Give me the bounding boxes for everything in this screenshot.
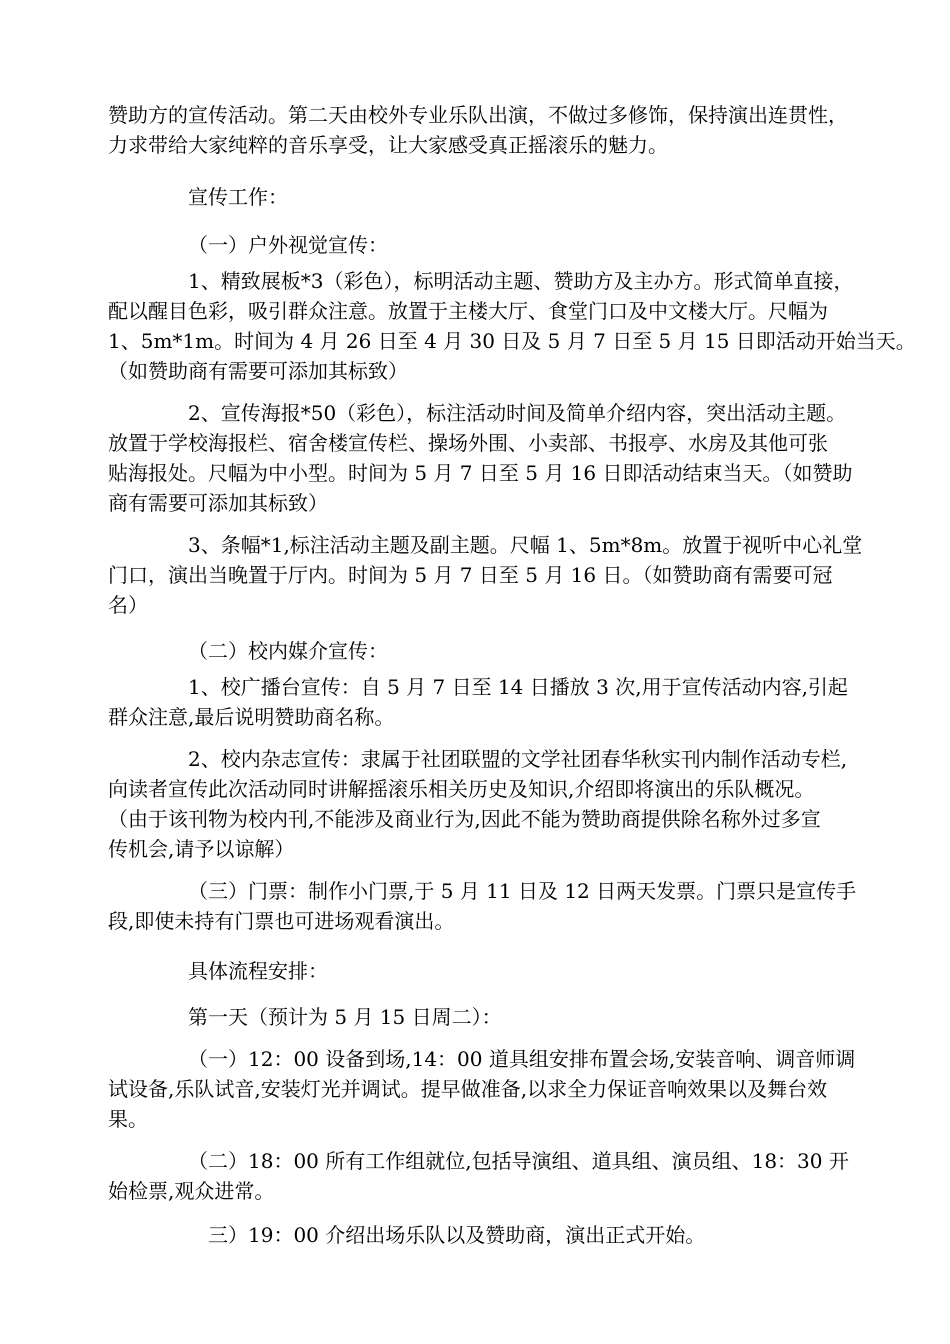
- text-line: 1、精致展板*3（彩色），标明活动主题、赞助方及主办方。形式简单直接，: [188, 269, 854, 293]
- text-line: 传机会,请予以谅解）: [108, 837, 295, 861]
- text-line: 段,即使未持有门票也可进场观看演出。: [108, 909, 455, 933]
- section-heading: 宣传工作：: [188, 185, 288, 209]
- text-line: （如赞助商有需要可添加其标致）: [108, 359, 408, 383]
- text-line: 2、宣传海报*50（彩色），标注活动时间及简单介绍内容，突出活动主题。: [188, 401, 847, 425]
- text-line: （由于该刊物为校内刊,不能涉及商业行为,因此不能为赞助商提供除名称外过多宣: [108, 807, 821, 831]
- text-line: 三）19：00 介绍出场乐队以及赞助商，演出正式开始。: [208, 1223, 706, 1247]
- text-line: 群众注意,最后说明赞助商名称。: [108, 705, 395, 729]
- text-line: 1、5m*1m。时间为 4 月 26 日至 4 月 30 日及 5 月 7 日至 5 月 15 日即活动开始当天。: [108, 329, 916, 353]
- text-line: 赞助方的宣传活动。第二天由校外专业乐队出演，不做过多修饰，保持演出连贯性，: [108, 103, 848, 127]
- text-line: 始检票,观众进常。: [108, 1179, 275, 1203]
- text-line: 力求带给大家纯粹的音乐享受，让大家感受真正摇滚乐的魅力。: [108, 133, 668, 157]
- text-line: 贴海报处。尺幅为中小型。时间为 5 月 7 日至 5 月 16 日即活动结束当天。（如赞助: [108, 461, 853, 485]
- text-line: 放置于学校海报栏、宿舍楼宣传栏、操场外围、小卖部、书报亭、水房及其他可张: [108, 431, 828, 455]
- day-heading: 第一天（预计为 5 月 15 日周二）：: [188, 1005, 502, 1029]
- text-line: 配以醒目色彩，吸引群众注意。放置于主楼大厅、食堂门口及中文楼大厅。尺幅为: [108, 299, 828, 323]
- text-line: 门口，演出当晚置于厅内。时间为 5 月 7 日至 5 月 16 日。（如赞助商有需要可冠: [108, 563, 833, 587]
- text-line: 向读者宣传此次活动同时讲解摇滚乐相关历史及知识,介绍即将演出的乐队概况。: [108, 777, 815, 801]
- text-line: 试设备,乐队试音,安装灯光并调试。提早做准备,以求全力保证音响效果以及舞台效: [108, 1077, 828, 1101]
- section-heading: 具体流程安排：: [188, 959, 328, 983]
- text-line: 名）: [108, 593, 148, 617]
- text-line: （二）18：00 所有工作组就位,包括导演组、道具组、演员组、18：30 开: [188, 1149, 849, 1173]
- text-line: 3、条幅*1,标注活动主题及副主题。尺幅 1、5m*8m。放置于视听中心礼堂: [188, 533, 863, 557]
- text-line: （一）12：00 设备到场,14：00 道具组安排布置会场,安装音响、调音师调: [188, 1047, 856, 1071]
- subsection-heading: （二）校内媒介宣传：: [188, 639, 388, 663]
- text-line: 2、校内杂志宣传：隶属于社团联盟的文学社团春华秋实刊内制作活动专栏,: [188, 747, 848, 771]
- text-line: 商有需要可添加其标致）: [108, 491, 328, 515]
- subsection-heading: （一）户外视觉宣传：: [188, 233, 388, 257]
- text-line: 1、校广播台宣传：自 5 月 7 日至 14 日播放 3 次,用于宣传活动内容,引起: [188, 675, 848, 699]
- text-line: （三）门票：制作小门票,于 5 月 11 日及 12 日两天发票。门票只是宣传手: [188, 879, 857, 903]
- text-line: 果。: [108, 1107, 148, 1131]
